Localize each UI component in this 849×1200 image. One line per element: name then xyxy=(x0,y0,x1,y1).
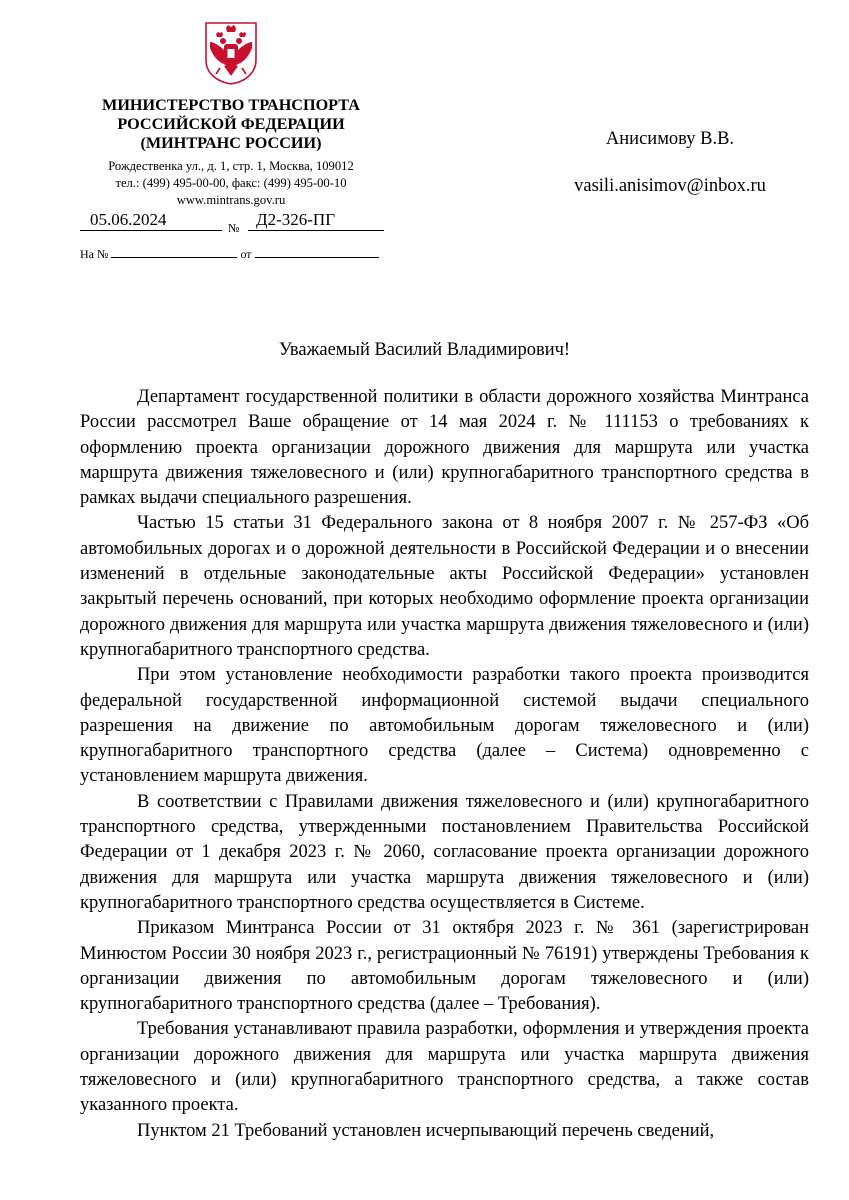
ministry-line: (МИНТРАНС РОССИИ) xyxy=(140,134,322,152)
ref-from-label: от xyxy=(240,247,252,261)
paragraph: Требования устанавливают правила разработки, оформления и утверждения проекта организации дорожного движения для маршрута или участка маршрута движения тяжеловесного и (или) крупногабаритного транспортного средства, а также состав указанного проекта. xyxy=(80,1019,809,1116)
ministry-contacts xyxy=(70,158,392,209)
ministry-line: МИНИСТЕРСТВО ТРАНСПОРТА xyxy=(102,96,360,114)
number-label: № xyxy=(228,221,240,235)
reference-line xyxy=(80,246,384,262)
paragraph: В соответствии с Правилами движения тяжеловесного и (или) крупногабаритного транспортного средства, утвержденными постановлением Правительства Российской Федерации от 1 декабря 2023 г. № 2060, согласование проекта организации дорожного движения для маршрута или участка маршрута движения тяжеловесного и (или) крупногабаритного транспортного средства осуществляется в Системе. xyxy=(80,791,809,913)
paragraph: Пунктом 21 Требований установлен исчерпывающий перечень сведений, xyxy=(137,1120,715,1141)
address-line: Рождественка ул., д. 1, стр. 1, Москва, 109012 xyxy=(108,159,354,173)
ref-date-blank xyxy=(255,247,379,258)
paragraph: Приказом Минтранса России от 31 октября 2023 г. № 361 (зарегистрирован Минюстом России 30 ноября 2023 г., регистрационный № 76191) утверждены Требования к организации движения по автомобильным дорогам тяжеловесного и (или) крупногабаритного транспортного средства (далее – Требования). xyxy=(80,918,809,1015)
letter-date: 05.06.2024 xyxy=(80,210,222,231)
ministry-line: РОССИЙСКОЙ ФЕДЕРАЦИИ xyxy=(117,115,345,133)
ministry-name xyxy=(70,96,392,153)
ref-number-blank xyxy=(111,247,237,258)
recipient-email: vasili.anisimov@inbox.ru xyxy=(574,176,766,196)
letter-number: Д2-326-ПГ xyxy=(248,210,384,231)
coat-of-arms-icon xyxy=(202,20,260,86)
recipient-name: Анисимову В.В. xyxy=(605,129,735,149)
ref-prefix: На № xyxy=(80,247,109,261)
salutation: Уважаемый Василий Владимирович! xyxy=(278,340,571,360)
paragraph: Департамент государственной политики в области дорожного хозяйства Минтранса России рассмотрел Ваше обращение от 14 мая 2024 г. № 111153 о требованиях к оформлению проекта организации дорожного движения для маршрута или участка маршрута движения тяжеловесного и (или) крупногабаритного транспортного средства в рамках выдачи специального разрешения. xyxy=(80,387,809,509)
addressee-block xyxy=(520,126,820,200)
paragraph: При этом установление необходимости разработки такого проекта производится федеральной государственной информационной системой выдачи специального разрешения на движение по автомобильным дорогам тяжеловесного и (или) крупногабаритного транспортного средства (далее – Система) одновременно с установлением маршрута движения. xyxy=(80,665,809,787)
paragraph: Частью 15 статьи 31 Федерального закона от 8 ноября 2007 г. № 257-ФЗ «Об автомобильных дорогах и о дорожной деятельности в Российской Федерации и о внесении изменений в отдельные законодательные акты Российской Федерации» установлен закрытый перечень оснований, при которых необходимо оформление проекта организации дорожного движения для маршрута или участка маршрута движения тяжеловесного и (или) крупногабаритного транспортного средства. xyxy=(80,513,809,660)
phone-line: тел.: (499) 495-00-00, факс: (499) 495-00-10 xyxy=(115,176,347,190)
letter-body xyxy=(80,385,809,1144)
website-line: www.mintrans.gov.ru xyxy=(176,193,286,207)
